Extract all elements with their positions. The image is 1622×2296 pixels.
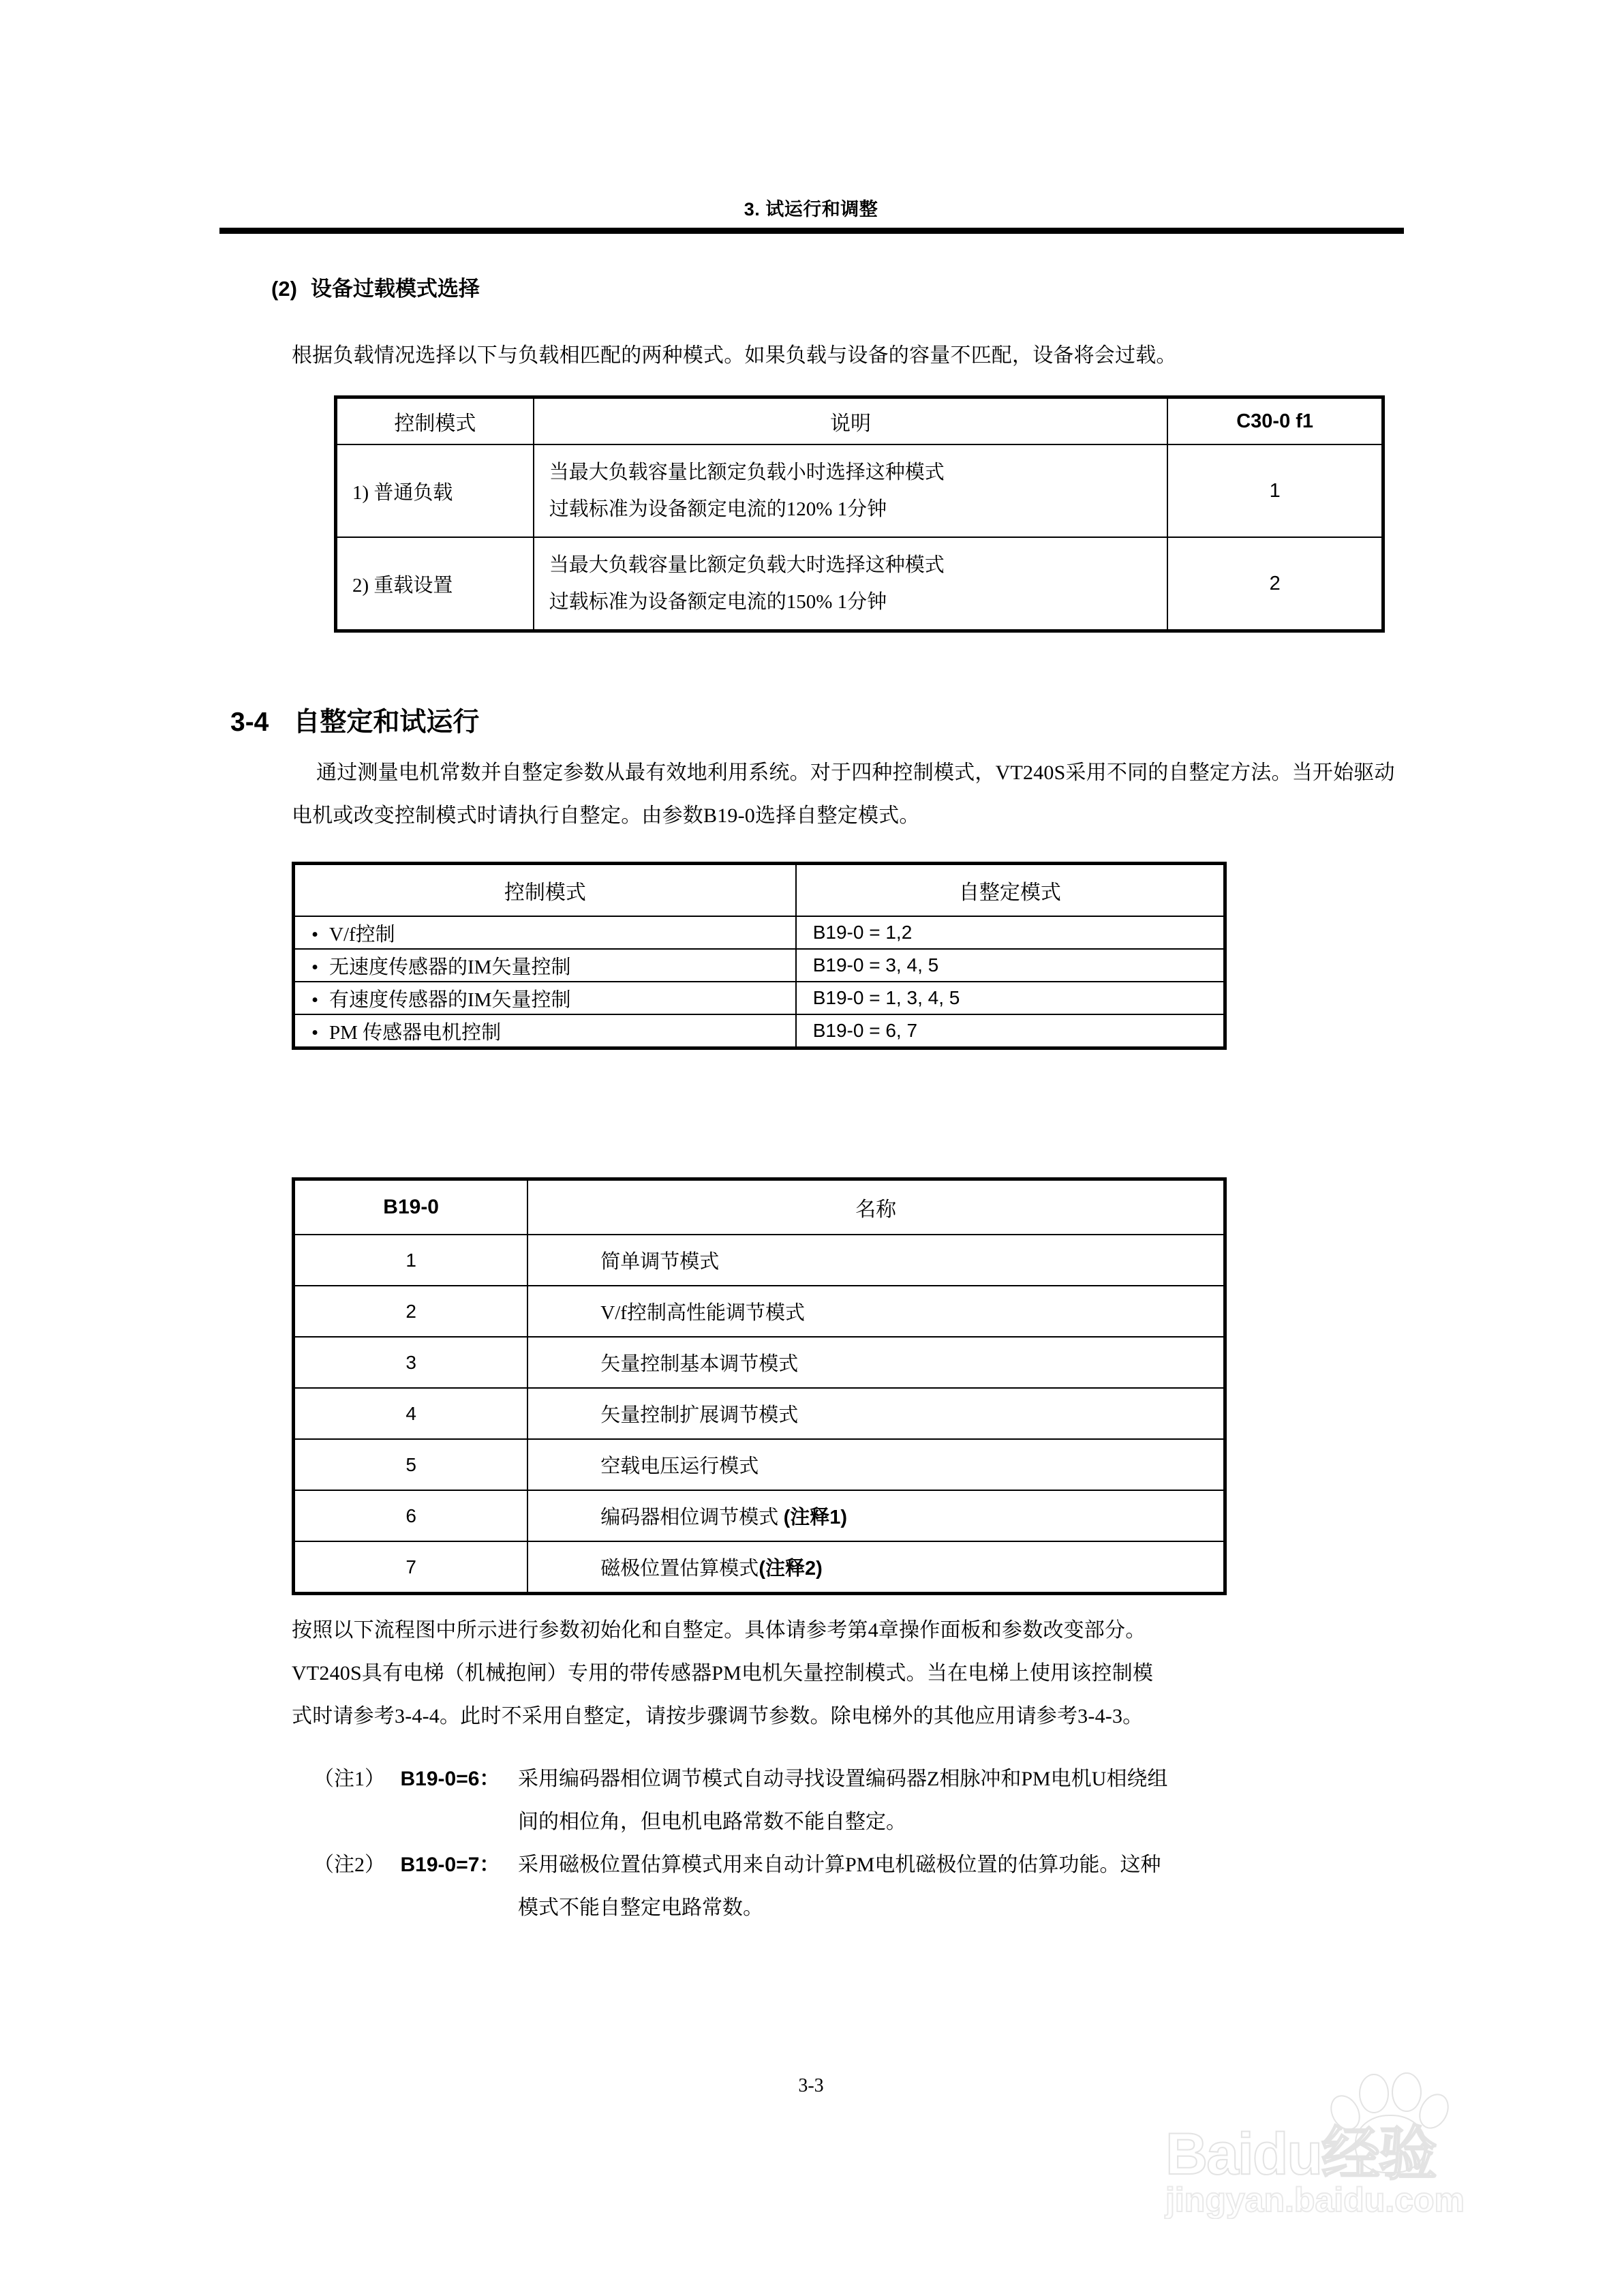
note-1-code: B19-0=6： — [400, 1768, 500, 1790]
control-mode-label: 无速度传感器的IM矢量控制 — [329, 956, 571, 978]
b19-0-value: 5 — [294, 1439, 528, 1490]
overload-mode-name: 2) 重载设置 — [336, 537, 534, 631]
b19-0-value: 3 — [294, 1337, 528, 1388]
note-2-code: B19-0=7： — [400, 1854, 500, 1876]
table-header-row — [294, 1179, 1225, 1235]
note-1 — [313, 1757, 1431, 1843]
autotune-control-mode — [294, 1014, 796, 1048]
col-header-control-mode: 控制模式 — [336, 397, 534, 445]
note-1-tag — [313, 1757, 500, 1800]
bullet-icon: • — [311, 956, 319, 978]
running-head: 3. 试运行和调整 — [744, 199, 878, 220]
table-header-row — [294, 864, 1225, 917]
tail-paragraphs — [292, 1609, 1413, 1738]
autotune-control-mode — [294, 916, 796, 949]
watermark-url-text: jingyan.baidu.com — [1165, 2181, 1465, 2219]
b19-0-name — [527, 1490, 1225, 1541]
table-row — [294, 1286, 1225, 1337]
b19-0-name — [527, 1439, 1225, 1490]
mode-note: (注释1) — [783, 1507, 848, 1528]
b19-0-name — [527, 1541, 1225, 1594]
mode-name: 简单调节模式 — [600, 1251, 720, 1273]
subsection-number: (2) — [271, 277, 297, 301]
mode-name: 磁极位置估算模式 — [600, 1558, 759, 1580]
b19-0-value: 1 — [294, 1235, 528, 1286]
overload-mode-description — [534, 537, 1168, 631]
b19-0-name — [527, 1286, 1225, 1337]
b19-0-value: 7 — [294, 1541, 528, 1594]
overload-mode-name: 1) 普通负载 — [336, 444, 534, 537]
bullet-icon: • — [311, 1021, 319, 1044]
table-row — [294, 1014, 1225, 1048]
note-2-label: （注2） — [313, 1854, 385, 1876]
col-header-description: 说明 — [534, 397, 1168, 445]
note-1-text-line-1: 采用编码器相位调节模式自动寻找设置编码器Z相脉冲和PM电机U相绕组 — [518, 1768, 1168, 1790]
mode-name: V/f控制高性能调节模式 — [600, 1302, 805, 1324]
bullet-icon: • — [311, 988, 319, 1011]
desc-line-2: 过载标准为设备额定电流的120% 1分钟 — [549, 498, 887, 520]
table-row — [294, 1337, 1225, 1388]
autotune-control-mode — [294, 982, 796, 1014]
b19-0-value: 4 — [294, 1388, 528, 1439]
autotune-control-mode — [294, 949, 796, 982]
mode-name: 矢量控制基本调节模式 — [600, 1353, 799, 1375]
table-row — [336, 444, 1383, 537]
b19-0-value: 6 — [294, 1490, 528, 1541]
b19-0-parameter-table — [292, 1177, 1227, 1595]
desc-line-2: 过载标准为设备额定电流的150% 1分钟 — [549, 591, 887, 613]
col-header-control-mode: 控制模式 — [294, 864, 796, 917]
control-mode-label: V/f控制 — [329, 923, 395, 946]
autotune-mode-table — [292, 862, 1227, 1050]
b19-0-name — [527, 1337, 1225, 1388]
table-header-row — [336, 397, 1383, 445]
overload-mode-value: 1 — [1167, 444, 1383, 537]
table-row — [294, 1541, 1225, 1594]
subsection-heading — [271, 271, 480, 302]
mode-note: (注释2) — [759, 1558, 823, 1580]
section-heading — [230, 701, 479, 739]
tail-line-2: VT240S具有电梯（机械抱闸）专用的带传感器PM电机矢量控制模式。当在电梯上使用该控制模 — [292, 1662, 1154, 1685]
autotune-mode-value: B19-0 = 1,2 — [796, 916, 1225, 949]
baidu-jingyan-watermark — [1152, 2072, 1574, 2243]
bullet-icon: • — [311, 923, 319, 946]
autotune-mode-value: B19-0 = 6, 7 — [796, 1014, 1225, 1048]
control-mode-label: PM 传感器电机控制 — [329, 1021, 502, 1044]
autotune-mode-value: B19-0 = 3, 4, 5 — [796, 949, 1225, 982]
note-2-text-line-1: 采用磁极位置估算模式用来自动计算PM电机磁极位置的估算功能。这种 — [518, 1854, 1161, 1876]
mode-name: 编码器相位调节模式 — [600, 1507, 784, 1528]
mode-name: 矢量控制扩展调节模式 — [600, 1404, 799, 1426]
table-row — [294, 1439, 1225, 1490]
table-row — [294, 1388, 1225, 1439]
desc-line-1: 当最大负载容量比额定负载小时选择这种模式 — [549, 462, 945, 483]
header-rule — [219, 228, 1404, 234]
note-2 — [313, 1843, 1431, 1929]
overload-mode-description — [534, 444, 1168, 537]
mode-name: 空载电压运行模式 — [600, 1455, 759, 1477]
table-row — [294, 1490, 1225, 1541]
desc-line-1: 当最大负载容量比额定负载大时选择这种模式 — [549, 554, 945, 576]
overload-mode-value: 2 — [1167, 537, 1383, 631]
watermark-brand-text: Baidu经验 — [1165, 2121, 1436, 2187]
col-header-name: 名称 — [527, 1179, 1225, 1235]
col-header-c30-0-f1: C30-0 f1 — [1167, 397, 1383, 445]
overload-mode-table — [334, 395, 1385, 633]
autotune-mode-value: B19-0 = 1, 3, 4, 5 — [796, 982, 1225, 1014]
control-mode-label: 有速度传感器的IM矢量控制 — [329, 988, 571, 1011]
tail-line-1: 按照以下流程图中所示进行参数初始化和自整定。具体请参考第4章操作面板和参数改变部分。 — [292, 1619, 1146, 1642]
section-paragraph: 通过测量电机常数并自整定参数从最有效地利用系统。对于四种控制模式，VT240S采用不同的自整定方法。当开始驱动电机或改变控制模式时请执行自整定。由参数B19-0选择自整定模式。 — [292, 761, 1395, 827]
b19-0-name — [527, 1235, 1225, 1286]
table-row — [294, 1235, 1225, 1286]
section-number: 3-4 — [230, 708, 269, 737]
note-1-label: （注1） — [313, 1768, 385, 1790]
table-row — [294, 916, 1225, 949]
b19-0-name — [527, 1388, 1225, 1439]
b19-0-value: 2 — [294, 1286, 528, 1337]
col-header-b19-0: B19-0 — [294, 1179, 528, 1235]
tail-line-3: 式时请参考3-4-4。此时不采用自整定，请按步骤调节参数。除电梯外的其他应用请参考3-4-3。 — [292, 1705, 1144, 1727]
note-1-text-line-2: 间的相位角，但电机电路常数不能自整定。 — [518, 1811, 906, 1833]
section-title-text: 自整定和试运行 — [293, 708, 480, 737]
table-row — [294, 982, 1225, 1014]
subsection-title: 设备过载模式选择 — [310, 277, 480, 301]
col-header-autotune-mode: 自整定模式 — [796, 864, 1225, 917]
note-2-tag — [313, 1843, 500, 1886]
note-2-text-line-2: 模式不能自整定电路常数。 — [518, 1897, 763, 1919]
table-row — [336, 537, 1383, 631]
page-number: 3-3 — [798, 2075, 824, 2096]
subsection-intro-paragraph: 根据负载情况选择以下与负载相匹配的两种模式。如果负载与设备的容量不匹配，设备将会过载。 — [292, 344, 1177, 367]
table-row — [294, 949, 1225, 982]
